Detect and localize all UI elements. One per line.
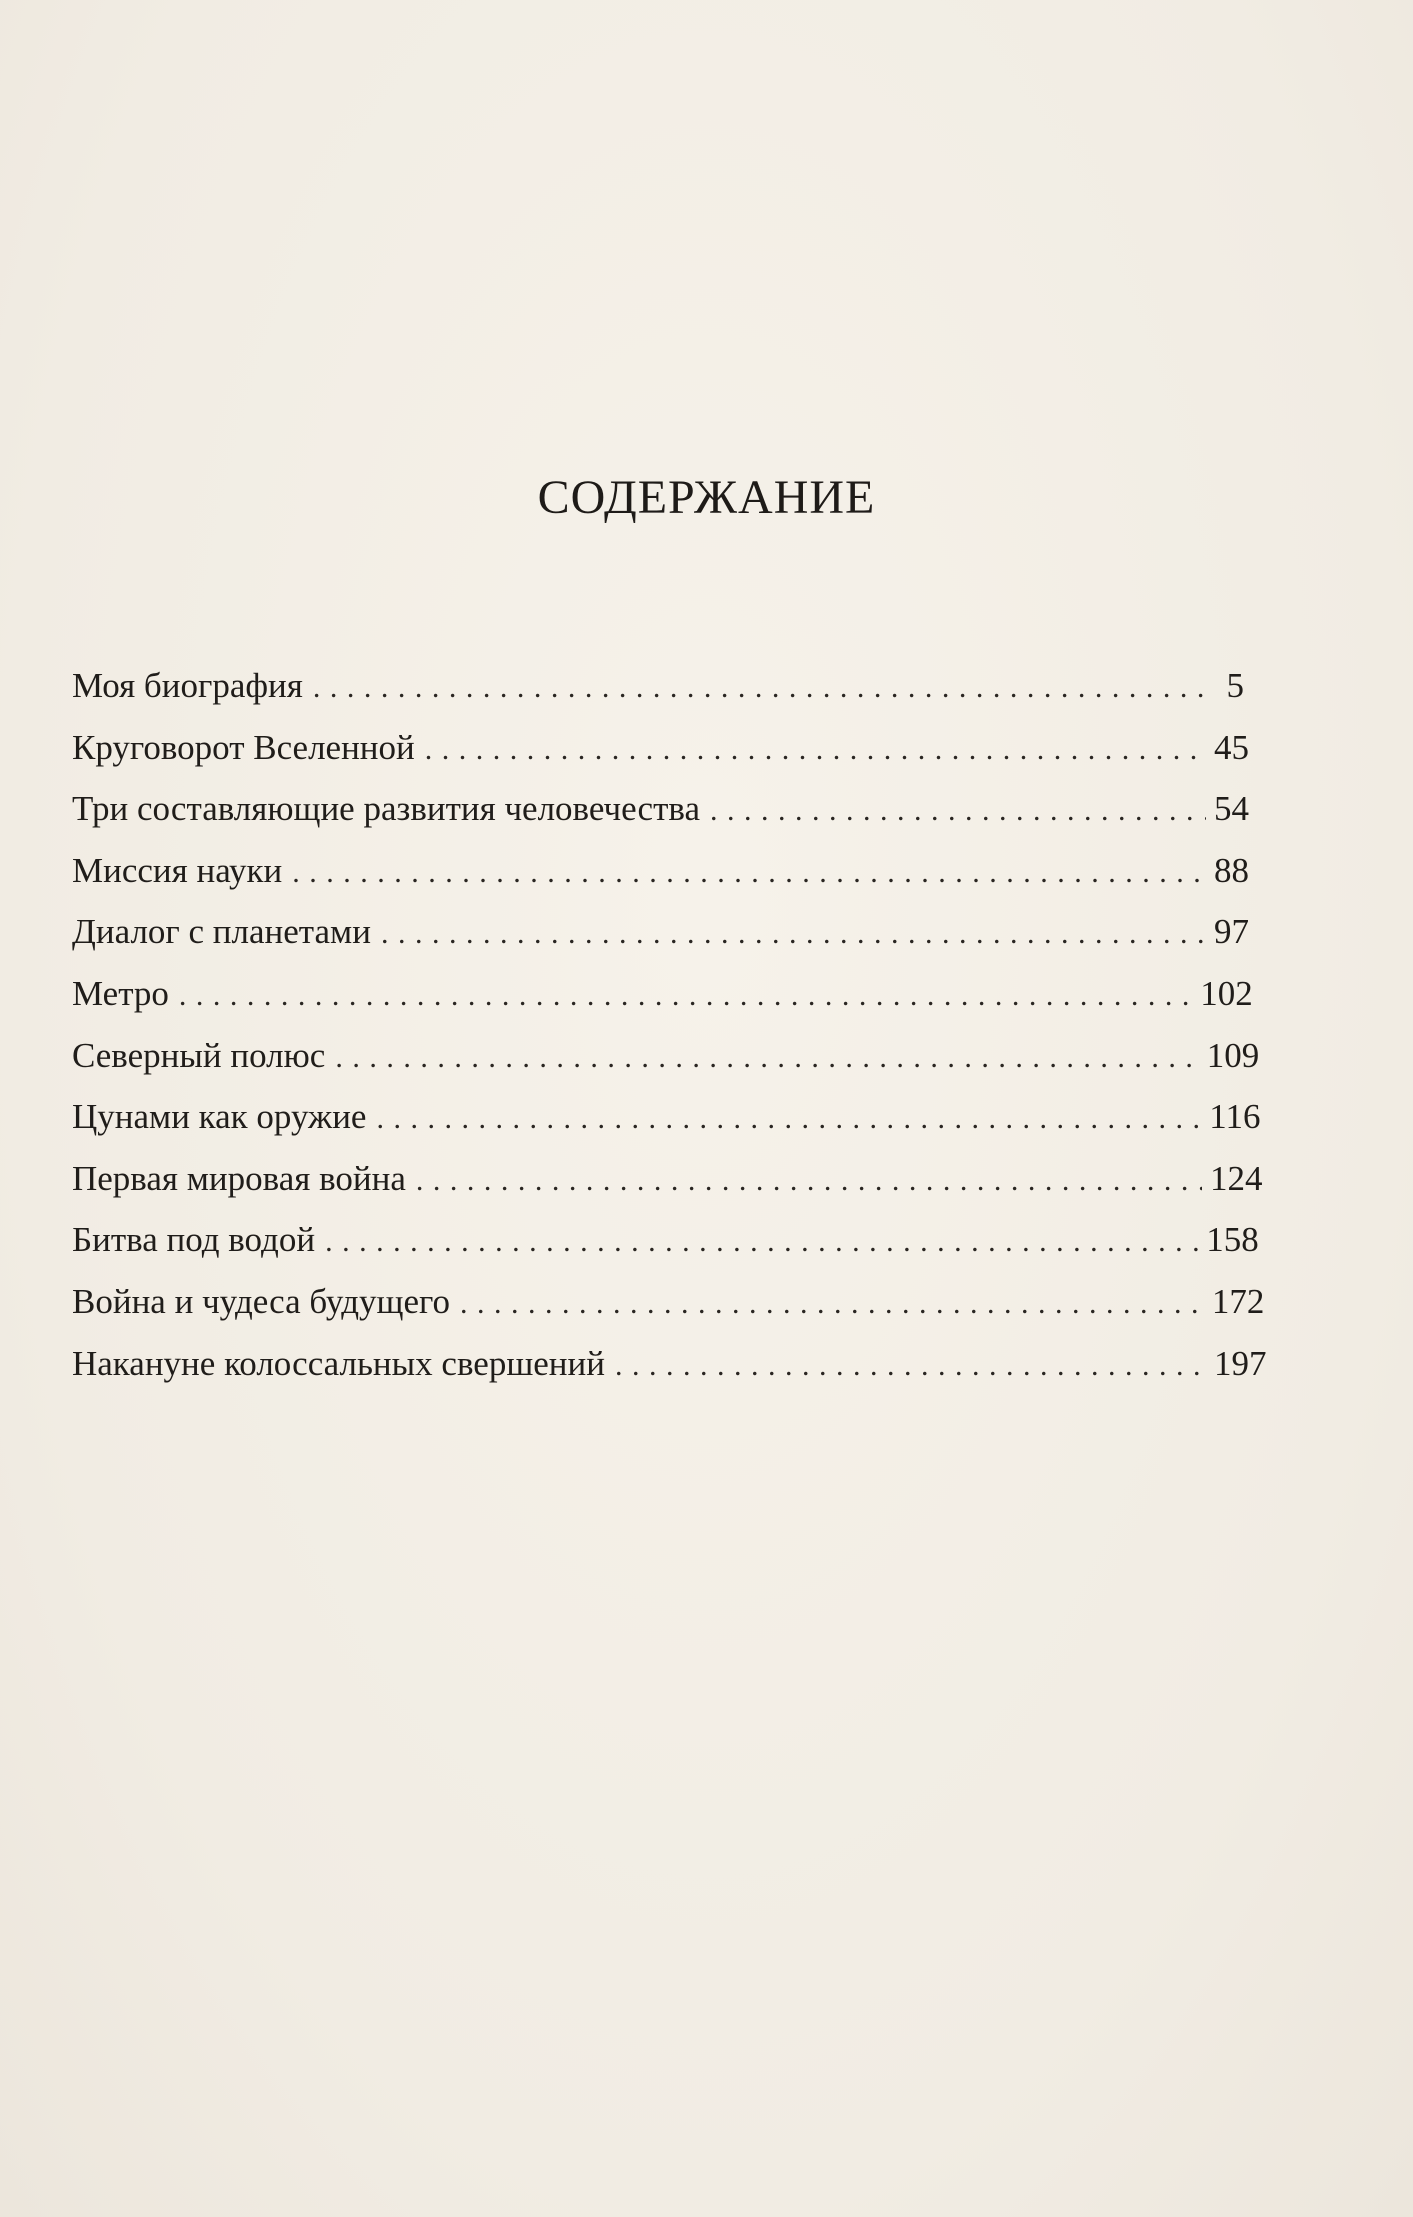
toc-entry (72, 666, 1244, 728)
toc-dot-leader (376, 1102, 1201, 1136)
toc-entry (72, 727, 1249, 790)
toc-dot-leader (460, 1287, 1204, 1321)
toc-page-number: 124 (1210, 1158, 1263, 1198)
toc-page-number: 97 (1214, 912, 1249, 952)
toc-entry-title: Битва под водой (72, 1220, 316, 1260)
toc-page-number: 158 (1206, 1220, 1259, 1260)
toc-dot-leader (416, 1164, 1202, 1198)
toc-page-number: 172 (1211, 1281, 1265, 1321)
toc-page-number: 102 (1200, 973, 1253, 1013)
toc-entry (72, 1097, 1261, 1159)
toc-dot-leader (335, 1041, 1198, 1075)
toc-dot-leader (313, 671, 1206, 705)
toc-entry-title: Метро (72, 973, 169, 1013)
toc-dot-leader (325, 1225, 1198, 1259)
toc-entry (72, 850, 1249, 913)
toc-entry-title: Цунами как оружие (72, 1097, 367, 1137)
toc-dot-leader (710, 794, 1206, 828)
toc-entry-title: Первая мировая война (72, 1158, 406, 1198)
toc-page-number: 88 (1214, 850, 1249, 890)
toc-page-number: 197 (1214, 1343, 1267, 1383)
toc-entry-title: Моя биография (72, 666, 303, 705)
toc-entry (72, 1220, 1259, 1282)
toc-entry (72, 1281, 1265, 1344)
page-title: СОДЕРЖАНИЕ (537, 471, 876, 524)
toc-entry (72, 912, 1249, 974)
toc-dot-leader (425, 733, 1206, 767)
toc-page-number: 45 (1214, 727, 1249, 767)
toc-entry (72, 1158, 1263, 1221)
toc-entry-title: Миссия науки (72, 850, 283, 890)
toc-entry-title: Война и чудеса будущего (72, 1281, 450, 1321)
toc-entry (72, 789, 1249, 851)
toc-dot-leader (292, 856, 1206, 890)
toc-page-number: 54 (1214, 789, 1249, 829)
toc-dot-leader (381, 917, 1206, 951)
toc-dot-leader (179, 979, 1192, 1013)
toc-page-number: 109 (1206, 1035, 1260, 1075)
toc-entry (72, 1035, 1260, 1098)
toc-page-number: 5 (1226, 666, 1244, 705)
toc-entry-title: Северный полюс (72, 1035, 326, 1075)
toc-entry-title: Круговорот Вселенной (72, 727, 415, 767)
toc-page-number: 116 (1209, 1097, 1261, 1137)
toc-dot-leader (615, 1349, 1206, 1383)
toc-entry (72, 1343, 1267, 1406)
toc-entry-title: Диалог с планетами (72, 912, 371, 952)
toc-entry-title: Три составляющие развития человечества (72, 789, 700, 829)
toc-entry (72, 973, 1253, 1036)
toc-entry-title: Накануне колоссальных свершений (72, 1343, 605, 1383)
table-of-contents (72, 666, 1267, 1405)
